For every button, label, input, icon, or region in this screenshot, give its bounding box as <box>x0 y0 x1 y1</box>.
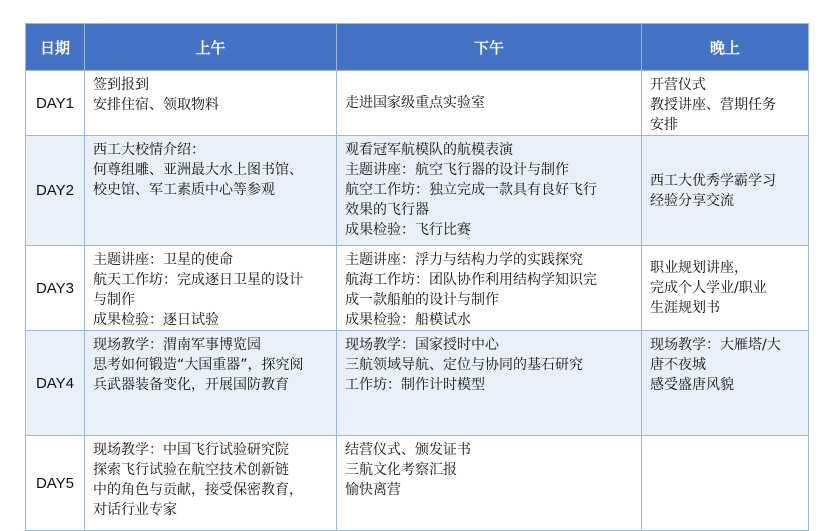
morning-line: 与制作 <box>93 292 135 308</box>
morning-line: 安排住宿、领取物料 <box>93 97 219 113</box>
afternoon-line: 现场教学：国家授时中心 <box>345 337 499 353</box>
afternoon-line: 成果检验：飞行比赛 <box>345 222 471 238</box>
header-evening: 晚上 <box>642 24 809 71</box>
morning-line: 探索飞行试验在航空技术创新链 <box>93 462 289 478</box>
afternoon-line: 走进国家级重点实验室 <box>345 95 485 111</box>
afternoon-line: 结营仪式、颁发证书 <box>345 442 471 458</box>
header-row <box>26 24 809 71</box>
afternoon-line: 成果检验：船模试水 <box>345 312 471 328</box>
table-row <box>26 71 809 136</box>
morning-line: 西工大校情介绍： <box>93 142 205 158</box>
morning-line: 兵武器装备变化，开展国防教育 <box>93 377 289 393</box>
evening-line: 西工大优秀学霸学习 <box>650 172 776 189</box>
afternoon-cell <box>337 436 642 531</box>
evening-line: 经验分享交流 <box>650 192 734 209</box>
schedule-table-wrapper <box>25 23 809 531</box>
evening-cell <box>642 436 809 531</box>
evening-cell <box>642 246 809 331</box>
afternoon-line: 主题讲座：航空飞行器的设计与制作 <box>345 162 569 178</box>
header-afternoon: 下午 <box>337 24 642 71</box>
header-morning: 上午 <box>85 24 337 71</box>
afternoon-line: 三航领域导航、定位与协同的基石研究 <box>345 357 583 373</box>
morning-cell <box>85 331 337 436</box>
day-cell: DAY3 <box>26 246 85 331</box>
table-row <box>26 136 809 246</box>
evening-line: 生涯规划书 <box>650 300 720 316</box>
evening-line: 职业规划讲座， <box>650 260 748 276</box>
morning-line: 中的角色与贡献，接受保密教育， <box>93 482 303 498</box>
evening-line: 教授讲座、营期任务 <box>650 97 776 113</box>
morning-cell <box>85 71 337 136</box>
morning-line: 思考如何锻造“大国重器”，探究阅 <box>93 357 304 373</box>
afternoon-line: 观看冠军航模队的航模表演 <box>345 142 513 158</box>
schedule-body <box>26 71 809 531</box>
evening-line: 感受盛唐风貌 <box>650 377 734 393</box>
afternoon-cell <box>337 331 642 436</box>
afternoon-cell <box>337 71 642 136</box>
header-date: 日期 <box>26 24 85 71</box>
morning-line: 何尊组雕、亚洲最大水上图书馆、 <box>93 162 303 178</box>
morning-line: 现场教学：渭南军事博览园 <box>93 337 261 353</box>
evening-cell <box>642 136 809 246</box>
morning-line: 现场教学：中国飞行试验研究院 <box>93 442 289 458</box>
afternoon-line: 成一款船舶的设计与制作 <box>345 292 499 308</box>
table-row <box>26 246 809 331</box>
afternoon-cell <box>337 136 642 246</box>
evening-line: 开营仪式 <box>650 77 706 93</box>
evening-line: 唐不夜城 <box>650 357 706 373</box>
afternoon-line: 主题讲座：浮力与结构力学的实践探究 <box>345 252 583 268</box>
morning-cell <box>85 246 337 331</box>
morning-cell <box>85 136 337 246</box>
day-cell: DAY2 <box>26 136 85 246</box>
day-cell: DAY5 <box>26 436 85 531</box>
afternoon-line: 愉快离营 <box>345 482 401 498</box>
morning-line: 校史馆、军工素质中心等参观 <box>93 182 275 198</box>
table-row <box>26 436 809 531</box>
evening-line: 现场教学：大雁塔/大 <box>650 337 781 353</box>
evening-cell <box>642 71 809 136</box>
afternoon-line: 工作坊：制作计时模型 <box>345 377 485 393</box>
evening-line: 完成个人学业/职业 <box>650 280 767 296</box>
evening-cell <box>642 331 809 436</box>
day-cell: DAY1 <box>26 71 85 136</box>
morning-line: 成果检验：逐日试验 <box>93 312 219 328</box>
day-cell: DAY4 <box>26 331 85 436</box>
afternoon-cell <box>337 246 642 331</box>
morning-cell <box>85 436 337 531</box>
table-row <box>26 331 809 436</box>
morning-line: 主题讲座：卫星的使命 <box>93 252 233 268</box>
evening-line: 安排 <box>650 117 678 133</box>
morning-line: 对话行业专家 <box>93 502 177 518</box>
morning-line: 航天工作坊：完成逐日卫星的设计 <box>93 272 303 288</box>
afternoon-line: 航海工作坊：团队协作利用结构学知识完 <box>345 272 597 288</box>
afternoon-line: 效果的飞行器 <box>345 202 429 218</box>
morning-line: 签到报到 <box>93 77 149 93</box>
schedule-table <box>25 23 809 531</box>
afternoon-line: 航空工作坊：独立完成一款具有良好飞行 <box>345 182 597 198</box>
afternoon-line: 三航文化考察汇报 <box>345 462 457 478</box>
